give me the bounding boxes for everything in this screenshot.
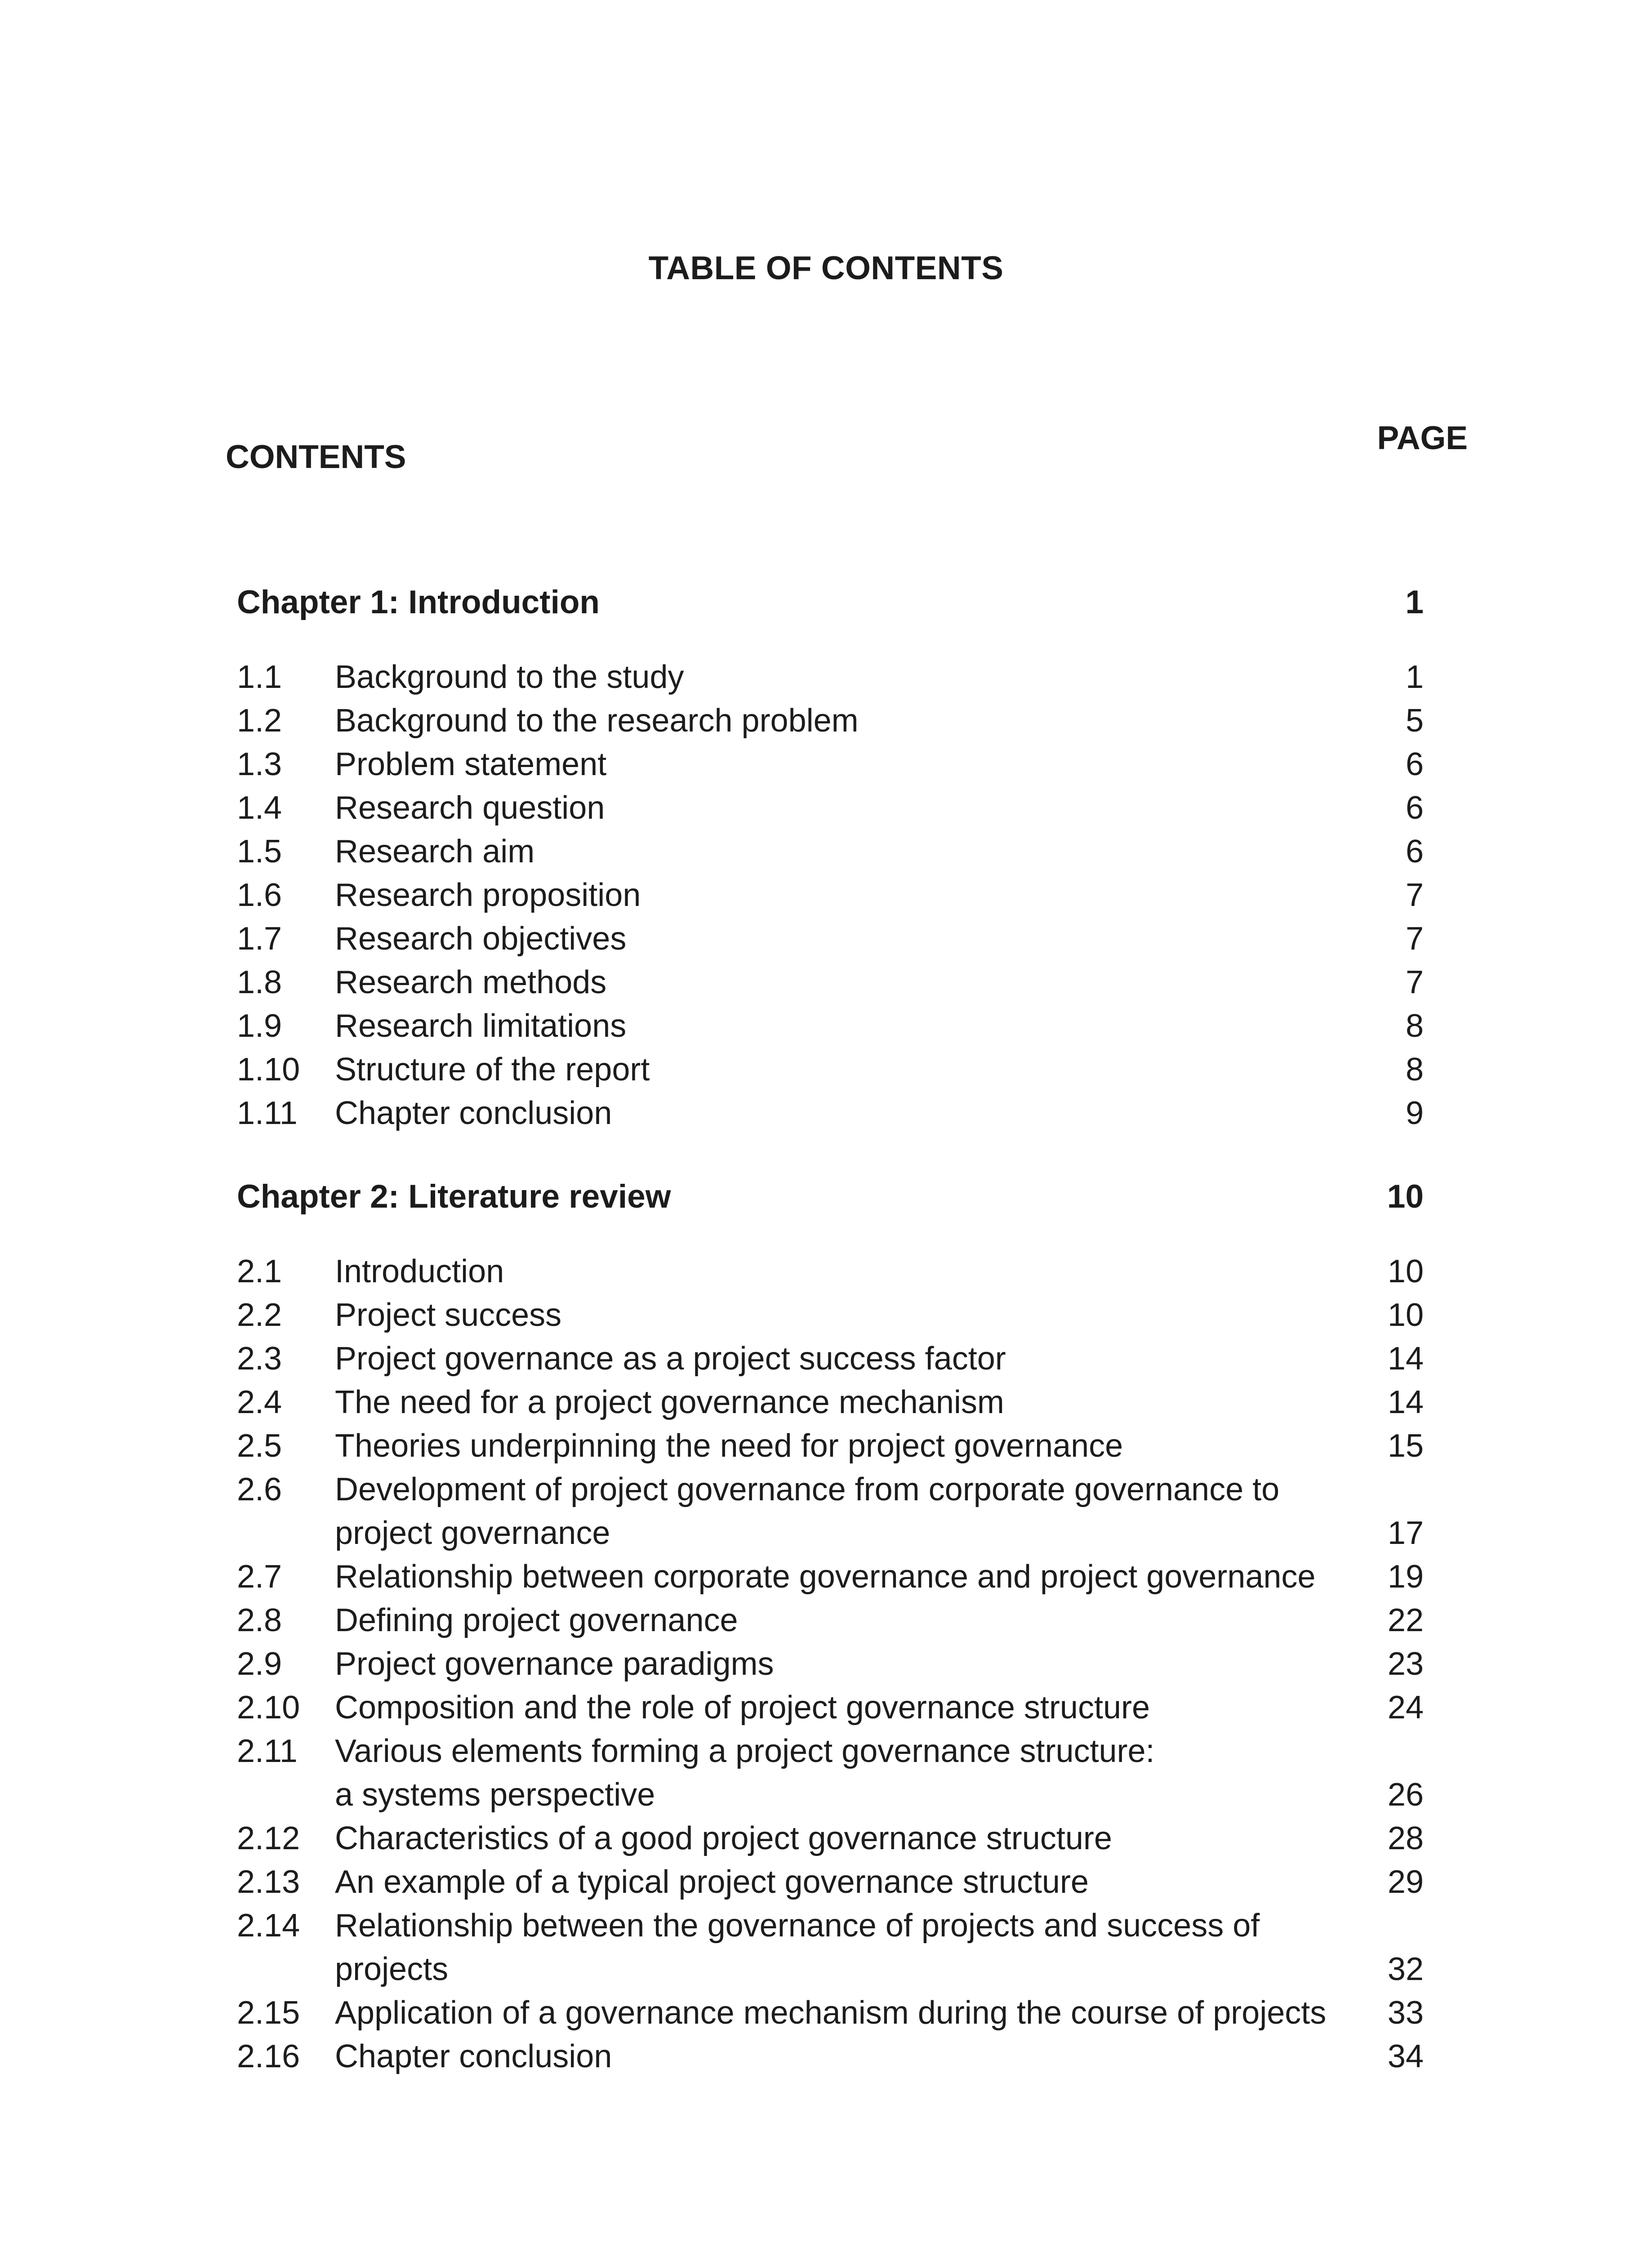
toc-entry — [237, 1730, 1424, 1817]
toc-entry — [237, 1991, 1424, 2035]
toc-entry-page: 23 — [1387, 1646, 1424, 1682]
toc-entry-number: 2.1 — [237, 1253, 282, 1289]
toc-entry-page: 6 — [1405, 834, 1424, 870]
toc-entry-number: 2.11 — [237, 1733, 298, 1769]
toc-entry-number: 1.9 — [237, 1008, 282, 1044]
toc-entry-title — [335, 961, 1346, 1004]
toc-entry-title-line: Problem statement — [335, 746, 607, 782]
toc-entry-title-line: Research proposition — [335, 877, 641, 913]
page-column-label: PAGE — [1377, 420, 1468, 456]
toc-entry-title — [335, 1468, 1346, 1555]
toc-entry-page: 33 — [1387, 1995, 1424, 2031]
toc-entry — [237, 743, 1424, 786]
toc-entry-page: 6 — [1405, 746, 1424, 782]
toc-entry-title — [335, 1555, 1346, 1599]
toc-entry-title-line: Project governance as a project success factor — [335, 1341, 1006, 1377]
toc-entry-title — [335, 1860, 1346, 1904]
toc-entry-title — [335, 1642, 1346, 1686]
toc-entry — [237, 1555, 1424, 1599]
toc-entry-title — [335, 2035, 1346, 2079]
toc-entry — [237, 1860, 1424, 1904]
toc-entry-title-line: Relationship between the governance of projects and success of — [335, 1908, 1260, 1944]
toc-entry-title — [335, 1048, 1346, 1092]
toc-entry-number: 2.2 — [237, 1297, 282, 1333]
toc-entry-number: 2.7 — [237, 1559, 282, 1595]
toc-entry-title — [335, 1599, 1346, 1642]
toc-entry-list — [237, 656, 1424, 1135]
toc-entry-title-line: Composition and the role of project governance structure — [335, 1690, 1150, 1726]
toc-entry-title — [335, 1293, 1346, 1337]
toc-entry-page: 28 — [1387, 1820, 1424, 1856]
toc-entry-title — [335, 1424, 1346, 1468]
toc-entry-title — [335, 699, 1346, 743]
toc-entry-page: 26 — [1387, 1777, 1424, 1813]
toc-entry-title — [335, 830, 1346, 874]
toc-entry-number: 2.9 — [237, 1646, 282, 1682]
toc-entry-list — [237, 1250, 1424, 2079]
toc-entry — [237, 917, 1424, 961]
toc-entry-page: 7 — [1405, 964, 1424, 1000]
chapter-1-section — [237, 584, 1424, 1135]
chapter-heading — [237, 584, 1424, 629]
toc-entry — [237, 1686, 1424, 1730]
toc-entry-title-line: Research question — [335, 790, 605, 826]
toc-entry-title-line: Chapter conclusion — [335, 1095, 612, 1131]
toc-entry-number: 2.8 — [237, 1602, 282, 1638]
toc-entry-page: 7 — [1405, 921, 1424, 957]
toc-entry-title-line: Characteristics of a good project governance structure — [335, 1820, 1112, 1856]
toc-entry — [237, 874, 1424, 917]
toc-entry-title — [335, 743, 1346, 786]
toc-entry-number: 1.10 — [237, 1052, 300, 1088]
toc-entry-title-line: Research limitations — [335, 1008, 627, 1044]
toc-entry-page: 1 — [1405, 659, 1424, 695]
toc-entry-number: 2.12 — [237, 1820, 300, 1856]
toc-entry-title-line: Research aim — [335, 834, 535, 870]
toc-entry-number: 2.4 — [237, 1384, 282, 1420]
toc-entry-page: 32 — [1387, 1951, 1424, 1987]
toc-entry-title — [335, 1381, 1346, 1424]
toc-entry-title-line: The need for a project governance mechanism — [335, 1384, 1004, 1420]
toc-entry-number: 1.6 — [237, 877, 282, 913]
toc-entry-number: 1.1 — [237, 659, 282, 695]
toc-entry-number: 1.5 — [237, 834, 282, 870]
toc-entry-title-line: Background to the study — [335, 659, 684, 695]
toc-entry-title — [335, 1092, 1346, 1135]
contents-column-label: CONTENTS — [226, 439, 406, 475]
toc-entry-page: 5 — [1405, 703, 1424, 739]
toc-entry-title — [335, 1817, 1346, 1860]
toc-entry-title-line: Research methods — [335, 964, 607, 1000]
toc-entry-page: 6 — [1405, 790, 1424, 826]
toc-entry — [237, 656, 1424, 699]
toc-entry-title-line: Project success — [335, 1297, 562, 1333]
toc-entry-number: 2.14 — [237, 1908, 300, 1944]
toc-entry-number: 1.7 — [237, 921, 282, 957]
toc-entry — [237, 1004, 1424, 1048]
toc-entry — [237, 830, 1424, 874]
toc-entry-title — [335, 1686, 1346, 1730]
toc-entry-number: 2.13 — [237, 1864, 300, 1900]
toc-entry — [237, 1904, 1424, 1991]
toc-entry — [237, 1048, 1424, 1092]
toc-entry-title — [335, 1991, 1346, 2035]
chapter-heading — [237, 1178, 1424, 1223]
toc-entry — [237, 2035, 1424, 2079]
toc-entry-page: 8 — [1405, 1008, 1424, 1044]
toc-entry-number: 1.4 — [237, 790, 282, 826]
toc-entry-page: 10 — [1387, 1297, 1424, 1333]
toc-entry-number: 1.11 — [237, 1095, 298, 1131]
toc-entry-number: 2.6 — [237, 1472, 282, 1508]
toc-entry-title-line: Development of project governance from corporate governance to — [335, 1472, 1280, 1508]
toc-entry-page: 10 — [1387, 1253, 1424, 1289]
toc-entry-title-line: Introduction — [335, 1253, 504, 1289]
toc-entry-title-line: Theories underpinning the need for project governance — [335, 1428, 1123, 1464]
toc-entry-title — [335, 656, 1346, 699]
toc-entry-title-line: a systems perspective — [335, 1777, 655, 1813]
toc-entry-number: 1.2 — [237, 703, 282, 739]
toc-entry-title — [335, 917, 1346, 961]
chapter-heading-page: 10 — [1387, 1178, 1424, 1215]
chapter-heading-title: Chapter 2: Literature review — [237, 1178, 671, 1215]
toc-entry-title-line: Project governance paradigms — [335, 1646, 774, 1682]
toc-entry-page: 14 — [1387, 1341, 1424, 1377]
toc-entry-title-line: projects — [335, 1951, 449, 1987]
page-title: TABLE OF CONTENTS — [648, 250, 1004, 286]
toc-entry — [237, 1642, 1424, 1686]
toc-entry — [237, 1337, 1424, 1381]
toc-entry-page: 17 — [1387, 1515, 1424, 1551]
toc-entry-title-line: Relationship between corporate governance and project governance — [335, 1559, 1316, 1595]
chapter-heading-page: 1 — [1405, 584, 1424, 620]
toc-entry-page: 7 — [1405, 877, 1424, 913]
toc-entry-page: 15 — [1387, 1428, 1424, 1464]
toc-entry-title-line: Background to the research problem — [335, 703, 859, 739]
toc-entry — [237, 1293, 1424, 1337]
toc-entry — [237, 1424, 1424, 1468]
toc-entry-title — [335, 1337, 1346, 1381]
toc-entry-title — [335, 1004, 1346, 1048]
toc-entry-title — [335, 874, 1346, 917]
toc-entry-number: 2.15 — [237, 1995, 300, 2031]
toc-entry — [237, 1250, 1424, 1293]
toc-entry-title-line: project governance — [335, 1515, 610, 1551]
toc-entry-page: 24 — [1387, 1690, 1424, 1726]
toc-entry-title-line: Chapter conclusion — [335, 2038, 612, 2074]
toc-entry-title-line: An example of a typical project governance structure — [335, 1864, 1089, 1900]
toc-entry — [237, 1092, 1424, 1135]
toc-entry-number: 1.8 — [237, 964, 282, 1000]
toc-entry-title — [335, 1904, 1346, 1991]
toc-entry-title-line: Application of a governance mechanism during the course of projects — [335, 1995, 1327, 2031]
toc-entry-number: 2.16 — [237, 2038, 300, 2074]
toc-entry — [237, 1599, 1424, 1642]
toc-entry-number: 2.5 — [237, 1428, 282, 1464]
chapter-2-section — [237, 1178, 1424, 2079]
toc-entry-page: 19 — [1387, 1559, 1424, 1595]
toc-entry-page: 14 — [1387, 1384, 1424, 1420]
toc-entry-page: 29 — [1387, 1864, 1424, 1900]
toc-entry — [237, 1468, 1424, 1555]
toc-entry-page: 22 — [1387, 1602, 1424, 1638]
toc-entry-page: 8 — [1405, 1052, 1424, 1088]
toc-entry — [237, 1381, 1424, 1424]
toc-entry-page: 9 — [1405, 1095, 1424, 1131]
toc-entry-title — [335, 1250, 1346, 1293]
toc-entry — [237, 786, 1424, 830]
toc-entry — [237, 1817, 1424, 1860]
chapter-heading-title: Chapter 1: Introduction — [237, 584, 600, 620]
toc-entry-title — [335, 786, 1346, 830]
toc-entry-title-line: Structure of the report — [335, 1052, 650, 1088]
toc-entry — [237, 699, 1424, 743]
toc-entry-number: 2.3 — [237, 1341, 282, 1377]
toc-entry-title-line: Research objectives — [335, 921, 627, 957]
toc-entry-title-line: Various elements forming a project governance structure: — [335, 1733, 1155, 1769]
toc-entry-page: 34 — [1387, 2038, 1424, 2074]
toc-entry-title-line: Defining project governance — [335, 1602, 738, 1638]
toc-entry-number: 1.3 — [237, 746, 282, 782]
toc-entry-number: 2.10 — [237, 1690, 300, 1726]
toc-entry — [237, 961, 1424, 1004]
toc-entry-title — [335, 1730, 1346, 1817]
